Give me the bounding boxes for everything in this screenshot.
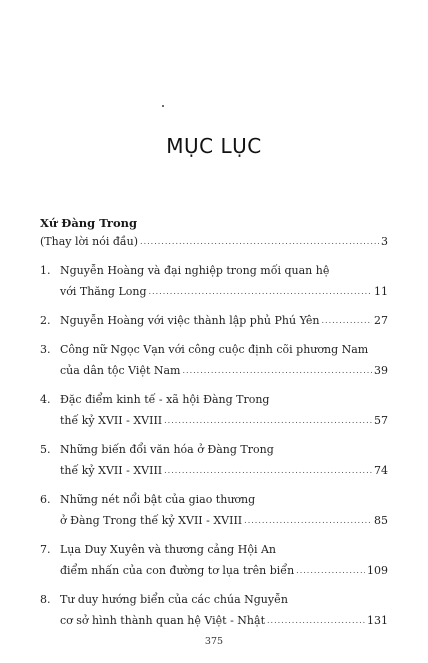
toc-entry-body bbox=[60, 542, 388, 578]
toc-line bbox=[60, 513, 388, 528]
dot-leader bbox=[140, 238, 379, 246]
toc-page-number: 85 bbox=[374, 514, 388, 527]
toc-entry-body bbox=[60, 263, 388, 299]
toc-entry-number: 2. bbox=[40, 314, 51, 327]
section-heading: Xứ Đàng Trong bbox=[40, 216, 138, 230]
toc-entry-number: 3. bbox=[40, 343, 51, 356]
toc-line-text: Những biến đổi văn hóa ở Đàng Trong bbox=[60, 443, 274, 456]
toc-line bbox=[60, 613, 388, 628]
toc-line bbox=[60, 284, 388, 299]
dot-leader bbox=[164, 467, 372, 475]
toc-entries bbox=[40, 263, 388, 628]
toc-page-number: 74 bbox=[374, 464, 388, 477]
toc-page-number: 3 bbox=[381, 235, 388, 248]
toc-line bbox=[60, 563, 388, 578]
toc-line-text: của dân tộc Việt Nam bbox=[60, 364, 181, 377]
toc-page-number: 131 bbox=[367, 614, 388, 627]
dot-leader bbox=[296, 567, 365, 575]
toc-line-text: Đặc điểm kinh tế - xã hội Đàng Trong bbox=[60, 393, 270, 406]
table-of-contents bbox=[40, 215, 388, 628]
toc-page-number: 57 bbox=[374, 414, 388, 427]
toc-entry-body bbox=[60, 313, 388, 328]
toc-entry-body bbox=[60, 592, 388, 628]
toc-line bbox=[60, 542, 388, 557]
toc-line-text: thế kỷ XVII - XVIII bbox=[60, 414, 163, 427]
toc-line-text: Lụa Duy Xuyên và thương cảng Hội An bbox=[60, 543, 276, 556]
toc-line bbox=[60, 592, 388, 607]
toc-line bbox=[60, 263, 388, 278]
dot-leader bbox=[164, 417, 372, 425]
toc-entry[interactable] bbox=[40, 313, 388, 328]
toc-entry[interactable] bbox=[40, 442, 388, 478]
toc-line-text: cơ sở hình thành quan hệ Việt - Nhật bbox=[60, 614, 265, 627]
toc-page-number: 27 bbox=[374, 314, 388, 327]
toc-entry-number: 7. bbox=[40, 543, 51, 556]
toc-entry-number: 8. bbox=[40, 593, 51, 606]
toc-line bbox=[60, 492, 388, 507]
dot-leader bbox=[149, 288, 372, 296]
toc-entry-number: 6. bbox=[40, 493, 51, 506]
toc-entry[interactable] bbox=[40, 342, 388, 378]
toc-line-text: với Thăng Long bbox=[60, 285, 147, 298]
toc-entry[interactable] bbox=[40, 542, 388, 578]
toc-line-text: (Thay lời nói đầu) bbox=[40, 235, 139, 248]
toc-line bbox=[60, 442, 388, 457]
toc-line bbox=[60, 313, 388, 328]
toc-line bbox=[60, 413, 388, 428]
toc-entry[interactable] bbox=[40, 392, 388, 428]
dot-leader bbox=[267, 617, 365, 625]
toc-page-number: 39 bbox=[374, 364, 388, 377]
dot-leader bbox=[244, 517, 372, 525]
toc-entry-number: 4. bbox=[40, 393, 51, 406]
toc-line-text: Nguyễn Hoàng và đại nghiệp trong mối quan hệ bbox=[60, 264, 330, 277]
toc-line-text: Nguyễn Hoàng với việc thành lập phủ Phú Yên bbox=[60, 314, 320, 327]
toc-page-number: 109 bbox=[367, 564, 388, 577]
toc-line-text: thế kỷ XVII - XVIII bbox=[60, 464, 163, 477]
paper-speck bbox=[162, 105, 164, 107]
toc-entry-body bbox=[60, 492, 388, 528]
toc-line-text: ở Đàng Trong thế kỷ XVII - XVIII bbox=[60, 514, 243, 527]
page-title: MỤC LỤC bbox=[166, 134, 262, 158]
toc-line-text: Công nữ Ngọc Vạn với công cuộc định cõi phương Nam bbox=[60, 343, 369, 356]
toc-entry-body bbox=[60, 392, 388, 428]
toc-entry[interactable] bbox=[40, 263, 388, 299]
dot-leader bbox=[321, 317, 372, 325]
toc-line-text: điểm nhấn của con đường tơ lụa trên biển bbox=[60, 564, 295, 577]
toc-line-text: Tư duy hướng biển của các chúa Nguyễn bbox=[60, 593, 288, 606]
page-number: 375 bbox=[204, 636, 224, 647]
intro-group bbox=[40, 215, 388, 249]
toc-entry[interactable] bbox=[40, 492, 388, 528]
toc-line bbox=[60, 363, 388, 378]
toc-page-number: 11 bbox=[374, 285, 388, 298]
toc-entry-number: 5. bbox=[40, 443, 51, 456]
toc-entry-body bbox=[60, 442, 388, 478]
toc-line-text: Những nét nổi bật của giao thương bbox=[60, 493, 256, 506]
toc-line bbox=[60, 463, 388, 478]
toc-line bbox=[60, 342, 388, 357]
toc-line[interactable] bbox=[40, 234, 388, 249]
toc-entry-body bbox=[60, 342, 388, 378]
toc-entry[interactable] bbox=[40, 592, 388, 628]
dot-leader bbox=[183, 367, 373, 375]
toc-line bbox=[60, 392, 388, 407]
toc-entry-number: 1. bbox=[40, 264, 51, 277]
